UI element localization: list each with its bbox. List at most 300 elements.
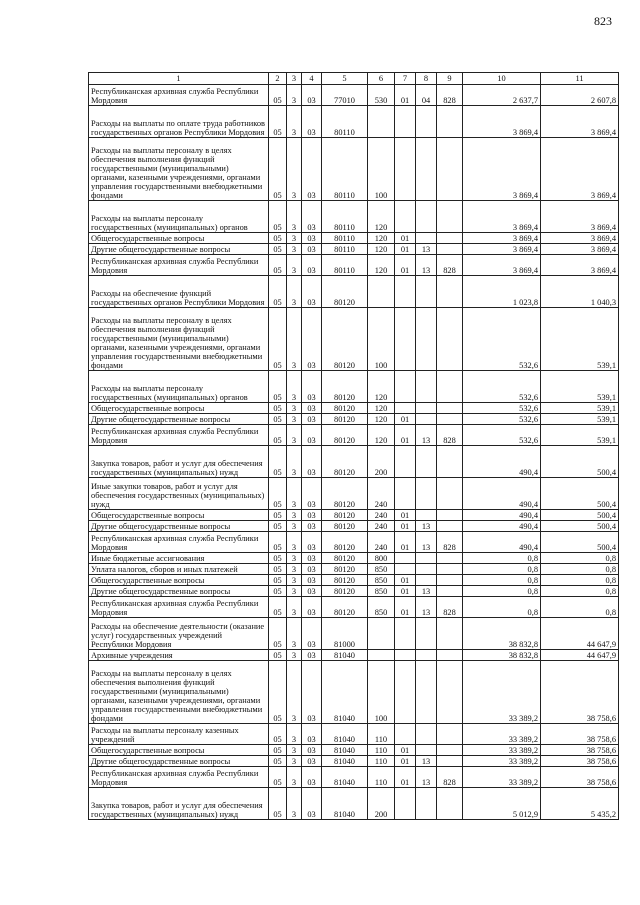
code-expense-type: 530 (368, 85, 395, 106)
amount-year-2: 539,1 (541, 403, 619, 414)
amount-year-2: 500,4 (541, 510, 619, 521)
code-chapter: 01 (395, 745, 416, 756)
amount-year-1: 532,6 (463, 371, 541, 403)
code-sub: 3 (287, 597, 302, 618)
row-name: Уплата налогов, сборов и иных платежей (89, 564, 269, 575)
header-row (89, 73, 619, 85)
code-item: 03 (302, 414, 322, 425)
code-section: 05 (269, 661, 287, 724)
amount-year-2: 3 869,4 (541, 255, 619, 276)
table-row (89, 575, 619, 586)
amount-year-1: 0,8 (463, 564, 541, 575)
code-sub: 3 (287, 425, 302, 446)
table-row (89, 308, 619, 371)
code-target: 80120 (322, 532, 368, 553)
code-sub: 3 (287, 532, 302, 553)
code-expense-type: 200 (368, 446, 395, 478)
table-row (89, 650, 619, 661)
amount-year-2: 0,8 (541, 553, 619, 564)
code-agency (437, 403, 463, 414)
code-sub: 3 (287, 308, 302, 371)
code-section: 05 (269, 564, 287, 575)
amount-year-1: 490,4 (463, 446, 541, 478)
code-subsection (416, 618, 437, 650)
code-subsection (416, 446, 437, 478)
amount-year-1: 490,4 (463, 510, 541, 521)
amount-year-2: 5 435,2 (541, 788, 619, 820)
amount-year-2: 38 758,6 (541, 661, 619, 724)
code-agency (437, 201, 463, 233)
row-name: Республиканская архивная служба Республики Мордовия (89, 767, 269, 788)
row-name: Другие общегосударственные вопросы (89, 414, 269, 425)
code-expense-type: 100 (368, 138, 395, 201)
code-target: 81040 (322, 756, 368, 767)
code-target: 80110 (322, 233, 368, 244)
row-name: Общегосударственные вопросы (89, 510, 269, 521)
code-agency (437, 724, 463, 745)
code-chapter (395, 106, 416, 138)
code-target: 80120 (322, 371, 368, 403)
code-item: 03 (302, 756, 322, 767)
col-header: 5 (322, 73, 368, 85)
amount-year-1: 0,8 (463, 575, 541, 586)
code-subsection (416, 371, 437, 403)
code-sub: 3 (287, 106, 302, 138)
amount-year-2: 3 869,4 (541, 233, 619, 244)
code-section: 05 (269, 521, 287, 532)
row-name: Расходы на выплаты персоналу в целях обеспечения выполнения функций государственными (муниципальными) органами, казенными учреждениями, органами управления государственными внебюджетными фондами (89, 138, 269, 201)
table-row (89, 661, 619, 724)
code-subsection (416, 575, 437, 586)
code-sub: 3 (287, 478, 302, 510)
code-section: 05 (269, 532, 287, 553)
amount-year-1: 33 389,2 (463, 756, 541, 767)
code-agency (437, 618, 463, 650)
code-agency (437, 414, 463, 425)
row-name: Расходы на выплаты персоналу казенных учреждений (89, 724, 269, 745)
amount-year-1: 490,4 (463, 532, 541, 553)
code-target: 80110 (322, 244, 368, 255)
code-target: 81000 (322, 618, 368, 650)
code-chapter (395, 553, 416, 564)
code-expense-type: 800 (368, 553, 395, 564)
row-name: Расходы на обеспечение деятельности (оказание услуг) государственных учреждений Республики Мордовия (89, 618, 269, 650)
code-item: 03 (302, 532, 322, 553)
row-name: Иные бюджетные ассигнования (89, 553, 269, 564)
code-section: 05 (269, 724, 287, 745)
code-subsection: 13 (416, 767, 437, 788)
code-target: 80120 (322, 308, 368, 371)
amount-year-2: 500,4 (541, 446, 619, 478)
code-section: 05 (269, 575, 287, 586)
code-expense-type: 240 (368, 532, 395, 553)
code-section: 05 (269, 371, 287, 403)
code-agency (437, 510, 463, 521)
amount-year-1: 3 869,4 (463, 138, 541, 201)
amount-year-2: 500,4 (541, 532, 619, 553)
code-chapter: 01 (395, 756, 416, 767)
code-section: 05 (269, 745, 287, 756)
code-expense-type: 240 (368, 510, 395, 521)
code-target: 80120 (322, 414, 368, 425)
amount-year-1: 3 869,4 (463, 106, 541, 138)
amount-year-1: 3 869,4 (463, 233, 541, 244)
row-name: Республиканская архивная служба Республики Мордовия (89, 532, 269, 553)
code-subsection: 13 (416, 244, 437, 255)
code-sub: 3 (287, 756, 302, 767)
code-target: 80120 (322, 521, 368, 532)
code-section: 05 (269, 85, 287, 106)
code-expense-type: 100 (368, 308, 395, 371)
code-section: 05 (269, 255, 287, 276)
code-subsection (416, 233, 437, 244)
code-section: 05 (269, 276, 287, 308)
code-chapter: 01 (395, 586, 416, 597)
table-row (89, 510, 619, 521)
code-sub: 3 (287, 586, 302, 597)
amount-year-2: 44 647,9 (541, 650, 619, 661)
code-expense-type: 120 (368, 425, 395, 446)
code-sub: 3 (287, 510, 302, 521)
code-item: 03 (302, 553, 322, 564)
code-chapter (395, 564, 416, 575)
code-target: 80120 (322, 553, 368, 564)
amount-year-2: 3 869,4 (541, 244, 619, 255)
table-row (89, 201, 619, 233)
code-section: 05 (269, 308, 287, 371)
code-subsection: 13 (416, 532, 437, 553)
table-row (89, 403, 619, 414)
code-subsection (416, 745, 437, 756)
table-body (89, 85, 619, 820)
code-agency (437, 478, 463, 510)
code-chapter (395, 661, 416, 724)
code-target: 80120 (322, 425, 368, 446)
amount-year-1: 3 869,4 (463, 201, 541, 233)
row-name: Республиканская архивная служба Республики Мордовия (89, 255, 269, 276)
code-target: 80120 (322, 403, 368, 414)
row-name: Республиканская архивная служба Республики Мордовия (89, 85, 269, 106)
amount-year-2: 38 758,6 (541, 767, 619, 788)
code-subsection: 13 (416, 756, 437, 767)
row-name: Другие общегосударственные вопросы (89, 521, 269, 532)
table-row (89, 255, 619, 276)
code-subsection (416, 201, 437, 233)
code-chapter: 01 (395, 532, 416, 553)
code-target: 80110 (322, 201, 368, 233)
table-row (89, 788, 619, 820)
table-row (89, 521, 619, 532)
code-sub: 3 (287, 371, 302, 403)
code-expense-type: 120 (368, 233, 395, 244)
code-chapter: 01 (395, 425, 416, 446)
code-subsection: 13 (416, 586, 437, 597)
code-expense-type (368, 650, 395, 661)
code-section: 05 (269, 478, 287, 510)
code-item: 03 (302, 618, 322, 650)
code-item: 03 (302, 233, 322, 244)
code-section: 05 (269, 788, 287, 820)
row-name: Архивные учреждения (89, 650, 269, 661)
code-expense-type: 200 (368, 788, 395, 820)
table-row (89, 244, 619, 255)
code-target: 81040 (322, 788, 368, 820)
code-subsection (416, 788, 437, 820)
code-target: 81040 (322, 661, 368, 724)
code-expense-type: 850 (368, 564, 395, 575)
amount-year-2: 3 869,4 (541, 201, 619, 233)
code-expense-type: 120 (368, 371, 395, 403)
code-target: 80120 (322, 575, 368, 586)
row-name: Закупка товаров, работ и услуг для обеспечения государственных (муниципальных) нужд (89, 446, 269, 478)
code-subsection (416, 564, 437, 575)
amount-year-2: 539,1 (541, 371, 619, 403)
row-name: Другие общегосударственные вопросы (89, 756, 269, 767)
code-agency (437, 661, 463, 724)
code-chapter: 01 (395, 414, 416, 425)
code-sub: 3 (287, 201, 302, 233)
row-name: Другие общегосударственные вопросы (89, 586, 269, 597)
code-target: 77010 (322, 85, 368, 106)
amount-year-1: 33 389,2 (463, 745, 541, 756)
code-section: 05 (269, 553, 287, 564)
row-name: Расходы на выплаты персоналу государственных (муниципальных) органов (89, 371, 269, 403)
amount-year-2: 539,1 (541, 308, 619, 371)
row-name: Общегосударственные вопросы (89, 233, 269, 244)
amount-year-2: 539,1 (541, 425, 619, 446)
code-item: 03 (302, 724, 322, 745)
col-header: 9 (437, 73, 463, 85)
code-chapter: 01 (395, 510, 416, 521)
code-section: 05 (269, 414, 287, 425)
code-chapter (395, 403, 416, 414)
col-header: 2 (269, 73, 287, 85)
code-subsection (416, 276, 437, 308)
code-agency (437, 553, 463, 564)
code-sub: 3 (287, 446, 302, 478)
code-subsection (416, 308, 437, 371)
code-subsection (416, 650, 437, 661)
code-agency (437, 371, 463, 403)
amount-year-1: 3 869,4 (463, 244, 541, 255)
code-sub: 3 (287, 521, 302, 532)
code-agency (437, 745, 463, 756)
amount-year-1: 0,8 (463, 597, 541, 618)
amount-year-1: 532,6 (463, 403, 541, 414)
code-item: 03 (302, 138, 322, 201)
table-row (89, 724, 619, 745)
amount-year-1: 490,4 (463, 478, 541, 510)
amount-year-1: 3 869,4 (463, 255, 541, 276)
table-row (89, 586, 619, 597)
table-row (89, 276, 619, 308)
code-chapter (395, 371, 416, 403)
amount-year-1: 2 637,7 (463, 85, 541, 106)
code-section: 05 (269, 425, 287, 446)
code-agency: 828 (437, 532, 463, 553)
col-header: 6 (368, 73, 395, 85)
page-number: 823 (594, 14, 612, 28)
row-name: Расходы на обеспечение функций государственных органов Республики Мордовия (89, 276, 269, 308)
amount-year-2: 0,8 (541, 586, 619, 597)
code-section: 05 (269, 510, 287, 521)
code-sub: 3 (287, 661, 302, 724)
amount-year-1: 5 012,9 (463, 788, 541, 820)
table-row (89, 597, 619, 618)
code-target: 80120 (322, 446, 368, 478)
amount-year-1: 490,4 (463, 521, 541, 532)
row-name: Другие общегосударственные вопросы (89, 244, 269, 255)
code-agency (437, 650, 463, 661)
code-section: 05 (269, 650, 287, 661)
row-name: Республиканская архивная служба Республики Мордовия (89, 425, 269, 446)
code-target: 80110 (322, 255, 368, 276)
code-sub: 3 (287, 745, 302, 756)
code-chapter (395, 201, 416, 233)
table-row (89, 767, 619, 788)
amount-year-1: 38 832,8 (463, 650, 541, 661)
code-chapter: 01 (395, 85, 416, 106)
code-sub: 3 (287, 618, 302, 650)
row-name: Расходы на выплаты по оплате труда работников государственных органов Республики Мордовия (89, 106, 269, 138)
code-agency: 828 (437, 767, 463, 788)
code-target: 80110 (322, 138, 368, 201)
amount-year-2: 3 869,4 (541, 138, 619, 201)
code-target: 80120 (322, 276, 368, 308)
code-target: 80110 (322, 106, 368, 138)
code-chapter: 01 (395, 521, 416, 532)
row-name: Иные закупки товаров, работ и услуг для обеспечения государственных (муниципальных) нужд (89, 478, 269, 510)
code-agency: 828 (437, 425, 463, 446)
code-agency (437, 244, 463, 255)
amount-year-2: 0,8 (541, 564, 619, 575)
code-item: 03 (302, 650, 322, 661)
code-target: 80120 (322, 564, 368, 575)
code-sub: 3 (287, 233, 302, 244)
amount-year-1: 0,8 (463, 586, 541, 597)
code-sub: 3 (287, 138, 302, 201)
amount-year-2: 44 647,9 (541, 618, 619, 650)
row-name: Общегосударственные вопросы (89, 403, 269, 414)
code-section: 05 (269, 446, 287, 478)
code-subsection (416, 478, 437, 510)
table-row (89, 138, 619, 201)
code-chapter (395, 478, 416, 510)
code-item: 03 (302, 597, 322, 618)
code-expense-type: 240 (368, 521, 395, 532)
amount-year-2: 38 758,6 (541, 745, 619, 756)
table-row (89, 106, 619, 138)
code-sub: 3 (287, 403, 302, 414)
code-section: 05 (269, 756, 287, 767)
code-expense-type: 120 (368, 201, 395, 233)
code-agency (437, 575, 463, 586)
amount-year-2: 0,8 (541, 575, 619, 586)
code-sub: 3 (287, 85, 302, 106)
amount-year-2: 38 758,6 (541, 724, 619, 745)
row-name: Общегосударственные вопросы (89, 745, 269, 756)
code-subsection (416, 661, 437, 724)
code-chapter: 01 (395, 233, 416, 244)
code-sub: 3 (287, 767, 302, 788)
col-header: 4 (302, 73, 322, 85)
code-section: 05 (269, 244, 287, 255)
code-item: 03 (302, 371, 322, 403)
code-expense-type: 120 (368, 255, 395, 276)
code-section: 05 (269, 106, 287, 138)
amount-year-2: 500,4 (541, 478, 619, 510)
row-name: Расходы на выплаты персоналу государственных (муниципальных) органов (89, 201, 269, 233)
code-item: 03 (302, 255, 322, 276)
amount-year-1: 532,6 (463, 308, 541, 371)
code-agency (437, 446, 463, 478)
table-row (89, 425, 619, 446)
code-expense-type: 100 (368, 661, 395, 724)
table-row (89, 532, 619, 553)
code-subsection: 13 (416, 597, 437, 618)
code-chapter (395, 276, 416, 308)
code-agency (437, 788, 463, 820)
code-agency: 828 (437, 255, 463, 276)
code-agency (437, 106, 463, 138)
code-chapter: 01 (395, 244, 416, 255)
code-chapter: 01 (395, 575, 416, 586)
table-row (89, 85, 619, 106)
code-chapter (395, 650, 416, 661)
code-chapter (395, 618, 416, 650)
code-subsection: 13 (416, 521, 437, 532)
code-item: 03 (302, 564, 322, 575)
code-item: 03 (302, 767, 322, 788)
table-row (89, 446, 619, 478)
code-agency: 828 (437, 597, 463, 618)
code-subsection (416, 106, 437, 138)
code-target: 80120 (322, 586, 368, 597)
amount-year-1: 0,8 (463, 553, 541, 564)
table-row (89, 745, 619, 756)
code-target: 81040 (322, 745, 368, 756)
code-chapter (395, 788, 416, 820)
code-agency (437, 276, 463, 308)
code-subsection (416, 510, 437, 521)
code-chapter: 01 (395, 767, 416, 788)
amount-year-1: 1 023,8 (463, 276, 541, 308)
amount-year-2: 1 040,3 (541, 276, 619, 308)
row-name: Республиканская архивная служба Республики Мордовия (89, 597, 269, 618)
code-agency (437, 308, 463, 371)
code-expense-type: 110 (368, 745, 395, 756)
budget-table (88, 72, 619, 820)
code-section: 05 (269, 586, 287, 597)
row-name: Закупка товаров, работ и услуг для обеспечения государственных (муниципальных) нужд (89, 788, 269, 820)
amount-year-1: 33 389,2 (463, 661, 541, 724)
table-row (89, 478, 619, 510)
amount-year-1: 38 832,8 (463, 618, 541, 650)
amount-year-2: 0,8 (541, 597, 619, 618)
code-item: 03 (302, 510, 322, 521)
code-expense-type: 120 (368, 403, 395, 414)
code-expense-type: 120 (368, 244, 395, 255)
code-agency (437, 586, 463, 597)
code-subsection (416, 553, 437, 564)
code-item: 03 (302, 521, 322, 532)
table-row (89, 564, 619, 575)
code-sub: 3 (287, 244, 302, 255)
code-chapter (395, 308, 416, 371)
row-name: Общегосударственные вопросы (89, 575, 269, 586)
code-target: 81040 (322, 724, 368, 745)
code-subsection: 04 (416, 85, 437, 106)
